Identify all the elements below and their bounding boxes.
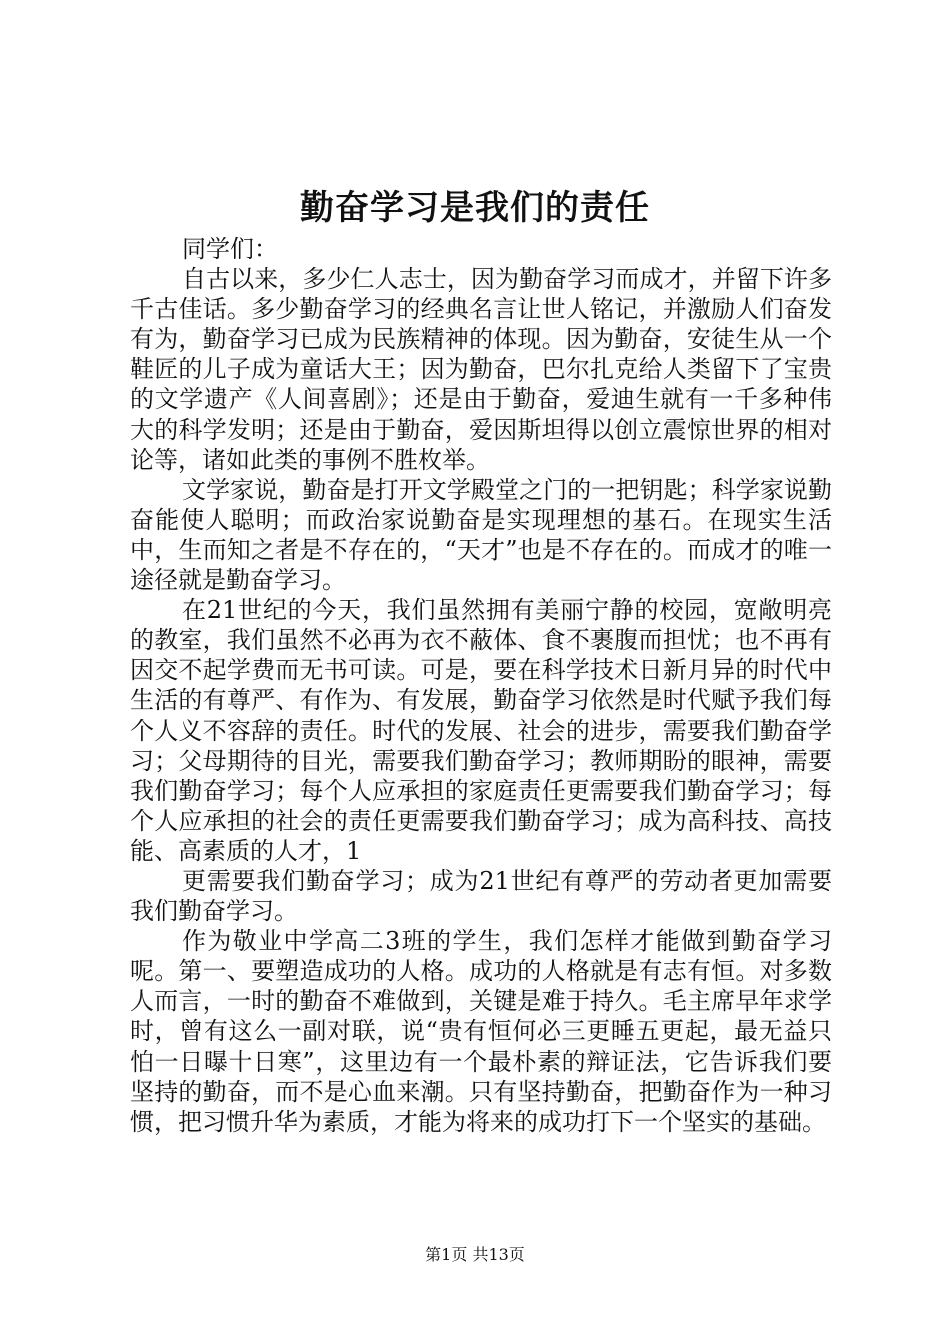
body-paragraph: 更需要我们勤奋学习；成为21世纪有尊严的劳动者更加需要我们勤奋学习。 [130,866,832,926]
body-paragraph: 在21世纪的今天，我们虽然拥有美丽宁静的校园，宽敞明亮的教室，我们虽然不必再为衣不蔽体、食不裹腹而担忧；也不再有因交不起学费而无书可读。可是，要在科学技术日新月异的时代中生活的有尊严、有作为、有发展，勤奋学习依然是时代赋予我们每个人义不容辞的责任。时代的发展、社会的进步，需要我们勤奋学习；父母期待的目光，需要我们勤奋学习；教师期盼的眼神，需要我们勤奋学习；每个人应承担的家庭责任更需要我们勤奋学习；每个人应承担的社会的责任更需要我们勤奋学习；成为高科技、高技能、高素质的人才，1 [130,596,832,865]
body-paragraph: 作为敬业中学高二3班的学生，我们怎样才能做到勤奋学习呢。第一、要塑造成功的人格。成功的人格就是有志有恒。对多数人而言，一时的勤奋不难做到，关键是难于持久。毛主席早年求学时，曾有这么一副对联，说“贵有恒何必三更睡五更起，最无益只怕一日曝十日寒”，这里边有一个最朴素的辩证法，它告诉我们要坚持的勤奋，而不是心血来潮。只有坚持勤奋，把勤奋作为一种习惯，把习惯升华为素质，才能为将来的成功打下一个坚实的基础。 [130,927,832,1136]
body-paragraph: 文学家说，勤奋是打开文学殿堂之门的一把钥匙；科学家说勤奋能使人聪明；而政治家说勤奋是实现理想的基石。在现实生活中，生而知之者是不存在的，“天才”也是不存在的。而成才的唯一途径就是勤奋学习。 [130,475,832,595]
document-title: 勤奋学习是我们的责任 [300,188,650,228]
page-number-footer: 第1页 共13页 [425,1245,525,1264]
salutation-paragraph: 同学们： [182,235,278,263]
document-body [130,234,832,1137]
body-paragraph: 自古以来，多少仁人志士，因为勤奋学习而成才，并留下许多千古佳话。多少勤奋学习的经典名言让世人铭记，并激励人们奋发有为，勤奋学习已成为民族精神的体现。因为勤奋，安徒生从一个鞋匠的儿子成为童话大王；因为勤奋，巴尔扎克给人类留下了宝贵的文学遗产《人间喜剧》；还是由于勤奋，爱迪生就有一千多种伟大的科学发明；还是由于勤奋，爱因斯坦得以创立震惊世界的相对论等，诸如此类的事例不胜枚举。 [130,265,832,474]
